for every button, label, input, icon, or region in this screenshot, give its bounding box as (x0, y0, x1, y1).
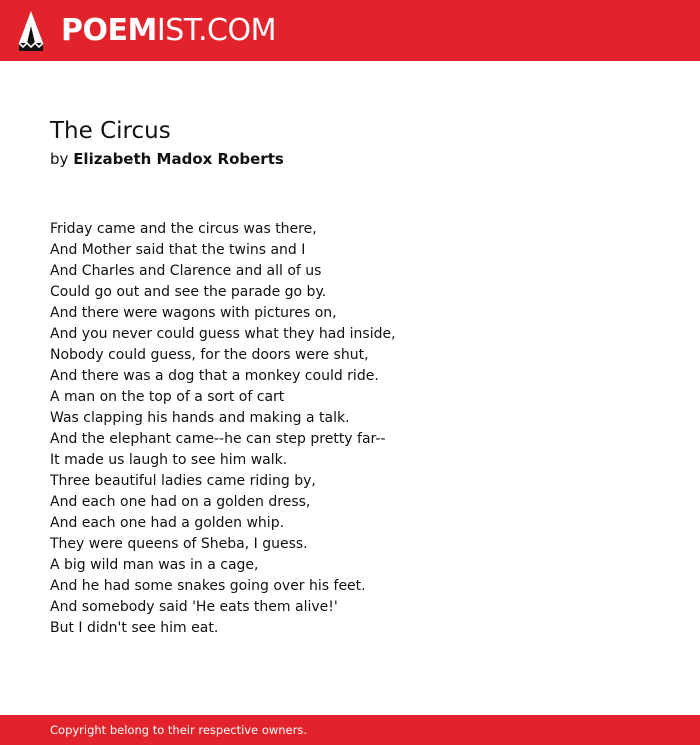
poem-line: And there was a dog that a monkey could ride. (50, 368, 379, 384)
by-label: by (50, 150, 69, 168)
poem-line: And each one had a golden whip. (50, 515, 285, 531)
site-footer (0, 715, 700, 745)
poem-line: And there were wagons with pictures on, (50, 305, 337, 321)
poem-line: And you never could guess what they had inside, (50, 326, 396, 342)
copyright-notice: Copyright belong to their respective owners. (50, 723, 308, 737)
poem-title: The Circus (50, 118, 171, 144)
poem-byline (50, 149, 284, 169)
poem-line: Nobody could guess, for the doors were shut, (50, 347, 369, 363)
poem-line: Was clapping his hands and making a talk. (50, 410, 350, 426)
site-logo-text (61, 13, 276, 48)
poem-body (50, 219, 670, 639)
poem-line: It made us laugh to see him walk. (50, 452, 288, 468)
site-header (0, 0, 700, 61)
poem-line: They were queens of Sheba, I guess. (50, 536, 308, 552)
poem-line: And Charles and Clarence and all of us (50, 263, 322, 279)
poem-line: And each one had on a golden dress, (50, 494, 311, 510)
poem-line: And Mother said that the twins and I (50, 242, 306, 258)
poem-line: A big wild man was in a cage, (50, 557, 259, 573)
pencil-icon (18, 10, 44, 52)
poem-line: Friday came and the circus was there, (50, 221, 317, 237)
poem-line: And he had some snakes going over his feet. (50, 578, 366, 594)
poem-line: And somebody said 'He eats them alive!' (50, 599, 338, 615)
poem-author: Elizabeth Madox Roberts (73, 150, 284, 168)
poem-line: But I didn't see him eat. (50, 620, 219, 636)
poem-line: Could go out and see the parade go by. (50, 284, 327, 300)
logo-bold-part: POEM (61, 13, 157, 48)
site-logo-link[interactable] (18, 9, 276, 53)
logo-light-part: IST.COM (156, 13, 276, 48)
poem-line: Three beautiful ladies came riding by, (50, 473, 316, 489)
poem-line: And the elephant came--he can step pretty far-- (50, 431, 386, 447)
poem-line: A man on the top of a sort of cart (50, 389, 285, 405)
